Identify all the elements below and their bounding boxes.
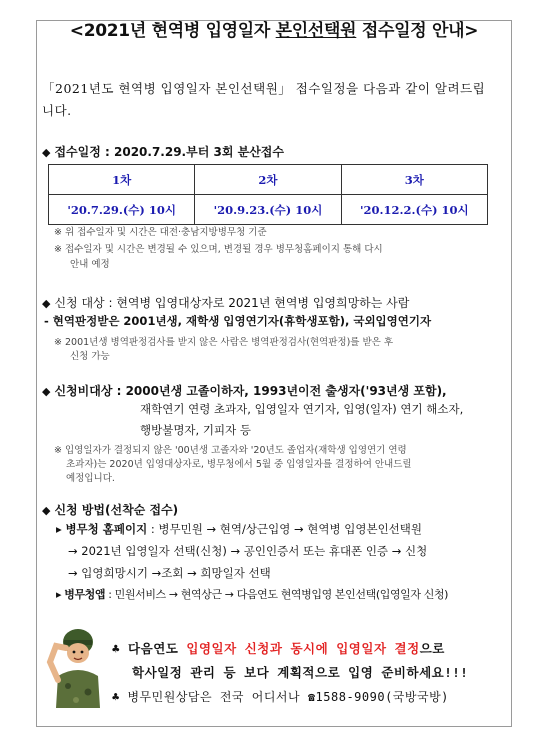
method-heading-text: 신청 방법(선착순 접수) [54, 503, 179, 517]
schedule-note-3: 안내 예정 [70, 259, 110, 270]
table-row [49, 195, 488, 225]
schedule-date-3: '20.12.2.(수) 10시 [341, 195, 487, 225]
nontarget-line-2: 행방불명자, 기피자 등 [140, 423, 251, 437]
target-heading-text: 신청 대상 : 현역병 입영대상자로 2021년 현역병 입영희망하는 사람 [54, 296, 410, 310]
schedule-header-1: 1차 [49, 165, 195, 195]
schedule-note-1: ※ 위 접수일자 및 시간은 대전·충남지방병무청 기준 [54, 227, 267, 238]
nontarget-heading-text: 신청비대상 : 2000년생 고졸이하자, 1993년이전 출생자('93년생 포함), [54, 384, 447, 398]
diamond-icon: ◆ [42, 504, 51, 517]
schedule-date-1: '20.7.29.(수) 10시 [49, 195, 195, 225]
nontarget-line-1: 재학연기 연령 초과자, 입영일자 연기자, 입영(일자) 연기 해소자, [140, 402, 464, 416]
target-note-1: ※ 2001년생 병역판정검사를 받지 않은 사람은 병역판정검사(현역판정)를 받은 후 [54, 337, 394, 348]
title-suffix: 접수일정 안내> [356, 21, 479, 41]
table-row [49, 165, 488, 195]
title-underlined: 본인선택원 [275, 21, 357, 41]
app-label: 병무청앱 [64, 588, 106, 601]
nontarget-note-1: ※ 입영일자가 결정되지 않은 '00년생 고졸자와 '20년도 졸업자(재학생 입영연기 연령 [54, 445, 407, 456]
title-prefix: <2021년 현역병 입영일자 [69, 21, 276, 41]
nontarget-note-2: 초과자)는 2020년 입영대상자로, 병무청에서 5월 중 입영일자를 결정하여 안내드릴 [66, 459, 412, 470]
nontarget-note-3: 예정입니다. [66, 473, 115, 484]
footer-highlight: 입영일자 신청과 동시에 입영일자 결정 [186, 641, 420, 656]
schedule-date-2: '20.9.23.(수) 10시 [195, 195, 341, 225]
triangle-bullet-icon: ▸ [56, 588, 62, 601]
app-line: : 민원서비스 → 현역상근 → 다음연도 현역병입영 본인선택(입영일자 신청) [105, 588, 449, 601]
schedule-table [48, 164, 488, 225]
footer-line-1-post: 으로 [419, 641, 445, 656]
target-heading [42, 294, 409, 311]
homepage-line-2: → 2021년 입영일자 선택(신청) → 공인인증서 또는 휴대폰 인증 → 신청 [68, 544, 428, 558]
homepage-line-1: : 병무민원 → 현역/상근입영 → 현역병 입영본인선택원 [147, 522, 423, 536]
footer-line-1-pre: ♣ 다음연도 [112, 641, 187, 656]
diamond-icon: ◆ [42, 297, 51, 310]
schedule-heading [42, 143, 284, 160]
homepage-line-3: → 입영희망시기 →조회 → 희망일자 선택 [68, 566, 271, 580]
schedule-heading-text: 접수일정 : 2020.7.29.부터 3회 분산접수 [54, 145, 284, 159]
triangle-bullet-icon: ▸ [56, 522, 62, 536]
schedule-note-2: ※ 접수일자 및 시간은 변경될 수 있으며, 변경될 경우 병무청홈페이지 통해 다시 [54, 244, 383, 255]
schedule-header-2: 2차 [195, 165, 341, 195]
target-note-2: 신청 가능 [70, 351, 110, 362]
intro-text: 「2021년도 현역병 입영일자 본인선택원」 접수일정을 다음과 같이 알려드립니다. [42, 81, 486, 118]
page-title [0, 16, 548, 41]
footer-line-2: 학사일정 관리 등 보다 계획적으로 입영 준비하세요!!! [132, 665, 469, 680]
nontarget-heading [42, 382, 447, 399]
method-heading [42, 501, 178, 518]
diamond-icon: ◆ [42, 385, 51, 398]
homepage-label: 병무청 홈페이지 [65, 522, 148, 536]
footer-line-1 [112, 639, 445, 657]
method-app [56, 584, 448, 606]
method-homepage [56, 518, 422, 540]
footer-line-3: ♣ 병무민원상담은 전국 어디서나 ☎1588-9090(국방국방) [112, 690, 449, 704]
schedule-header-3: 3차 [341, 165, 487, 195]
diamond-icon: ◆ [42, 146, 51, 159]
saluting-soldier-icon [44, 622, 106, 708]
target-line: - 현역판정받은 2001년생, 재학생 입영연기자(휴학생포함), 국외입영연기자 [44, 314, 432, 328]
notice-frame [36, 20, 512, 727]
